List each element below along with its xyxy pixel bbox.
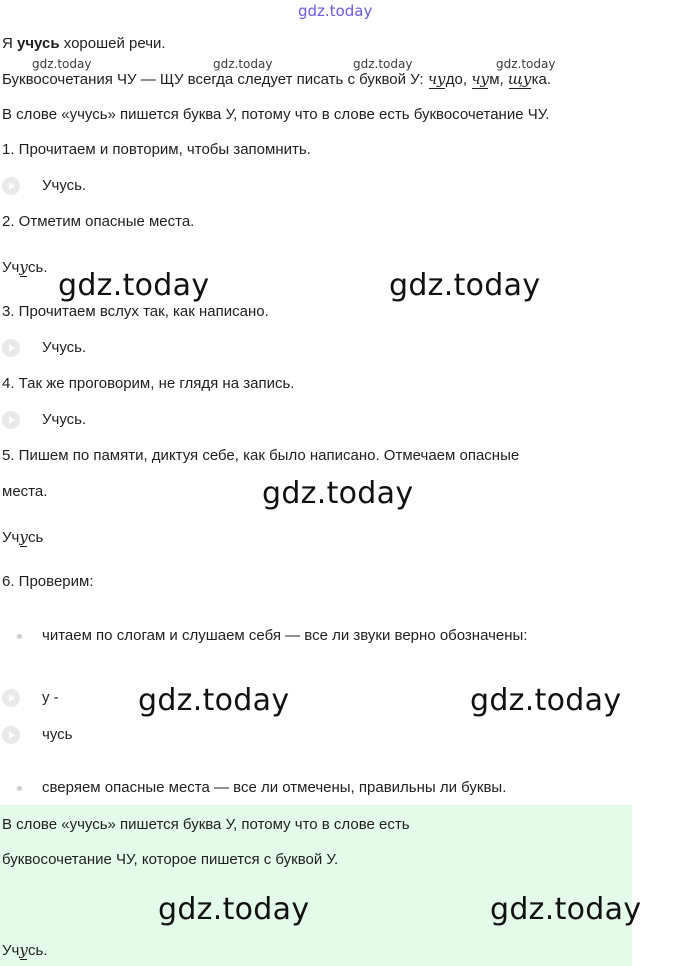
word-part: сь. bbox=[28, 942, 48, 959]
word-part: сь bbox=[28, 529, 44, 546]
watermark-small-4: gdz.today bbox=[496, 57, 556, 71]
play-icon[interactable] bbox=[2, 411, 20, 429]
step-2-title: 2. Отметим опасные места. bbox=[2, 213, 195, 230]
watermark-big-3: gdz.today bbox=[262, 476, 414, 511]
step-6-title: 6. Проверим: bbox=[2, 573, 94, 590]
watermark-small-2: gdz.today bbox=[213, 57, 273, 71]
step-3-word: Учусь. bbox=[42, 339, 87, 356]
watermark-small-3: gdz.today bbox=[353, 57, 413, 71]
watermark-big-6: gdz.today bbox=[158, 892, 310, 927]
syllable-2: чусь bbox=[42, 726, 73, 743]
word-part: Уч bbox=[2, 942, 20, 959]
step-3-title: 3. Прочитаем вслух так, как написано. bbox=[2, 303, 269, 320]
bullet-1-text: читаем по слогам и слушаем себя — все ли звуки верно обозначены: bbox=[42, 627, 528, 644]
intro-prefix: Я bbox=[2, 35, 17, 52]
example-rest: до, bbox=[445, 71, 472, 88]
play-icon[interactable] bbox=[2, 689, 20, 707]
step-4-word: Учусь. bbox=[42, 411, 87, 428]
answer-word bbox=[2, 941, 48, 959]
answer-line-1: В слове «учусь» пишется буква У, потому что в слове есть bbox=[2, 816, 410, 833]
watermark-small-1: gdz.today bbox=[32, 57, 92, 71]
watermark-big-5: gdz.today bbox=[470, 683, 622, 718]
watermark-top: gdz.today bbox=[298, 2, 373, 20]
play-icon[interactable] bbox=[2, 177, 20, 195]
watermark-big-4: gdz.today bbox=[138, 683, 290, 718]
word-part: Уч bbox=[2, 529, 20, 546]
word-part: Уч bbox=[2, 259, 20, 276]
step-5-word bbox=[2, 528, 43, 546]
watermark-big-2: gdz.today bbox=[389, 268, 541, 303]
intro-heading bbox=[2, 35, 166, 52]
example-underline: щу bbox=[507, 70, 532, 88]
word-underline: у bbox=[19, 258, 29, 276]
step-1-word: Учусь. bbox=[42, 177, 87, 194]
bullet-icon bbox=[17, 634, 22, 639]
example-underline: чу bbox=[427, 70, 446, 88]
word-part: сь. bbox=[28, 259, 48, 276]
rule-text: Буквосочетания ЧУ — ЩУ всегда следует писать с буквой У: bbox=[2, 71, 428, 88]
step-4-title: 4. Так же проговорим, не глядя на запись. bbox=[2, 375, 295, 392]
answer-line-2: буквосочетание ЧУ, которое пишется с буквой У. bbox=[2, 851, 339, 868]
bullet-2-text: сверяем опасные места — все ли отмечены, правильны ли буквы. bbox=[42, 779, 507, 796]
bullet-icon bbox=[17, 786, 22, 791]
word-underline: у bbox=[19, 528, 29, 546]
play-icon[interactable] bbox=[2, 339, 20, 357]
syllable-1: у - bbox=[42, 689, 59, 706]
example-rest: ка. bbox=[531, 71, 552, 88]
rule-line bbox=[2, 70, 551, 88]
step-5-title-line2: места. bbox=[2, 483, 48, 500]
word-underline: у bbox=[19, 941, 29, 959]
intro-suffix: хорошей речи. bbox=[59, 35, 166, 52]
example-rest: м, bbox=[489, 71, 508, 88]
step-1-title: 1. Прочитаем и повторим, чтобы запомнить. bbox=[2, 141, 311, 158]
watermark-big-7: gdz.today bbox=[490, 892, 642, 927]
example-underline: чу bbox=[471, 70, 490, 88]
explanation: В слове «учусь» пишется буква У, потому что в слове есть буквосочетание ЧУ. bbox=[2, 106, 550, 123]
step-5-title-line1: 5. Пишем по памяти, диктуя себе, как было написано. Отмечаем опасные bbox=[2, 447, 520, 464]
play-icon[interactable] bbox=[2, 726, 20, 744]
watermark-big-1: gdz.today bbox=[58, 268, 210, 303]
step-2-word bbox=[2, 258, 48, 276]
intro-bold-word: учусь bbox=[17, 35, 60, 52]
